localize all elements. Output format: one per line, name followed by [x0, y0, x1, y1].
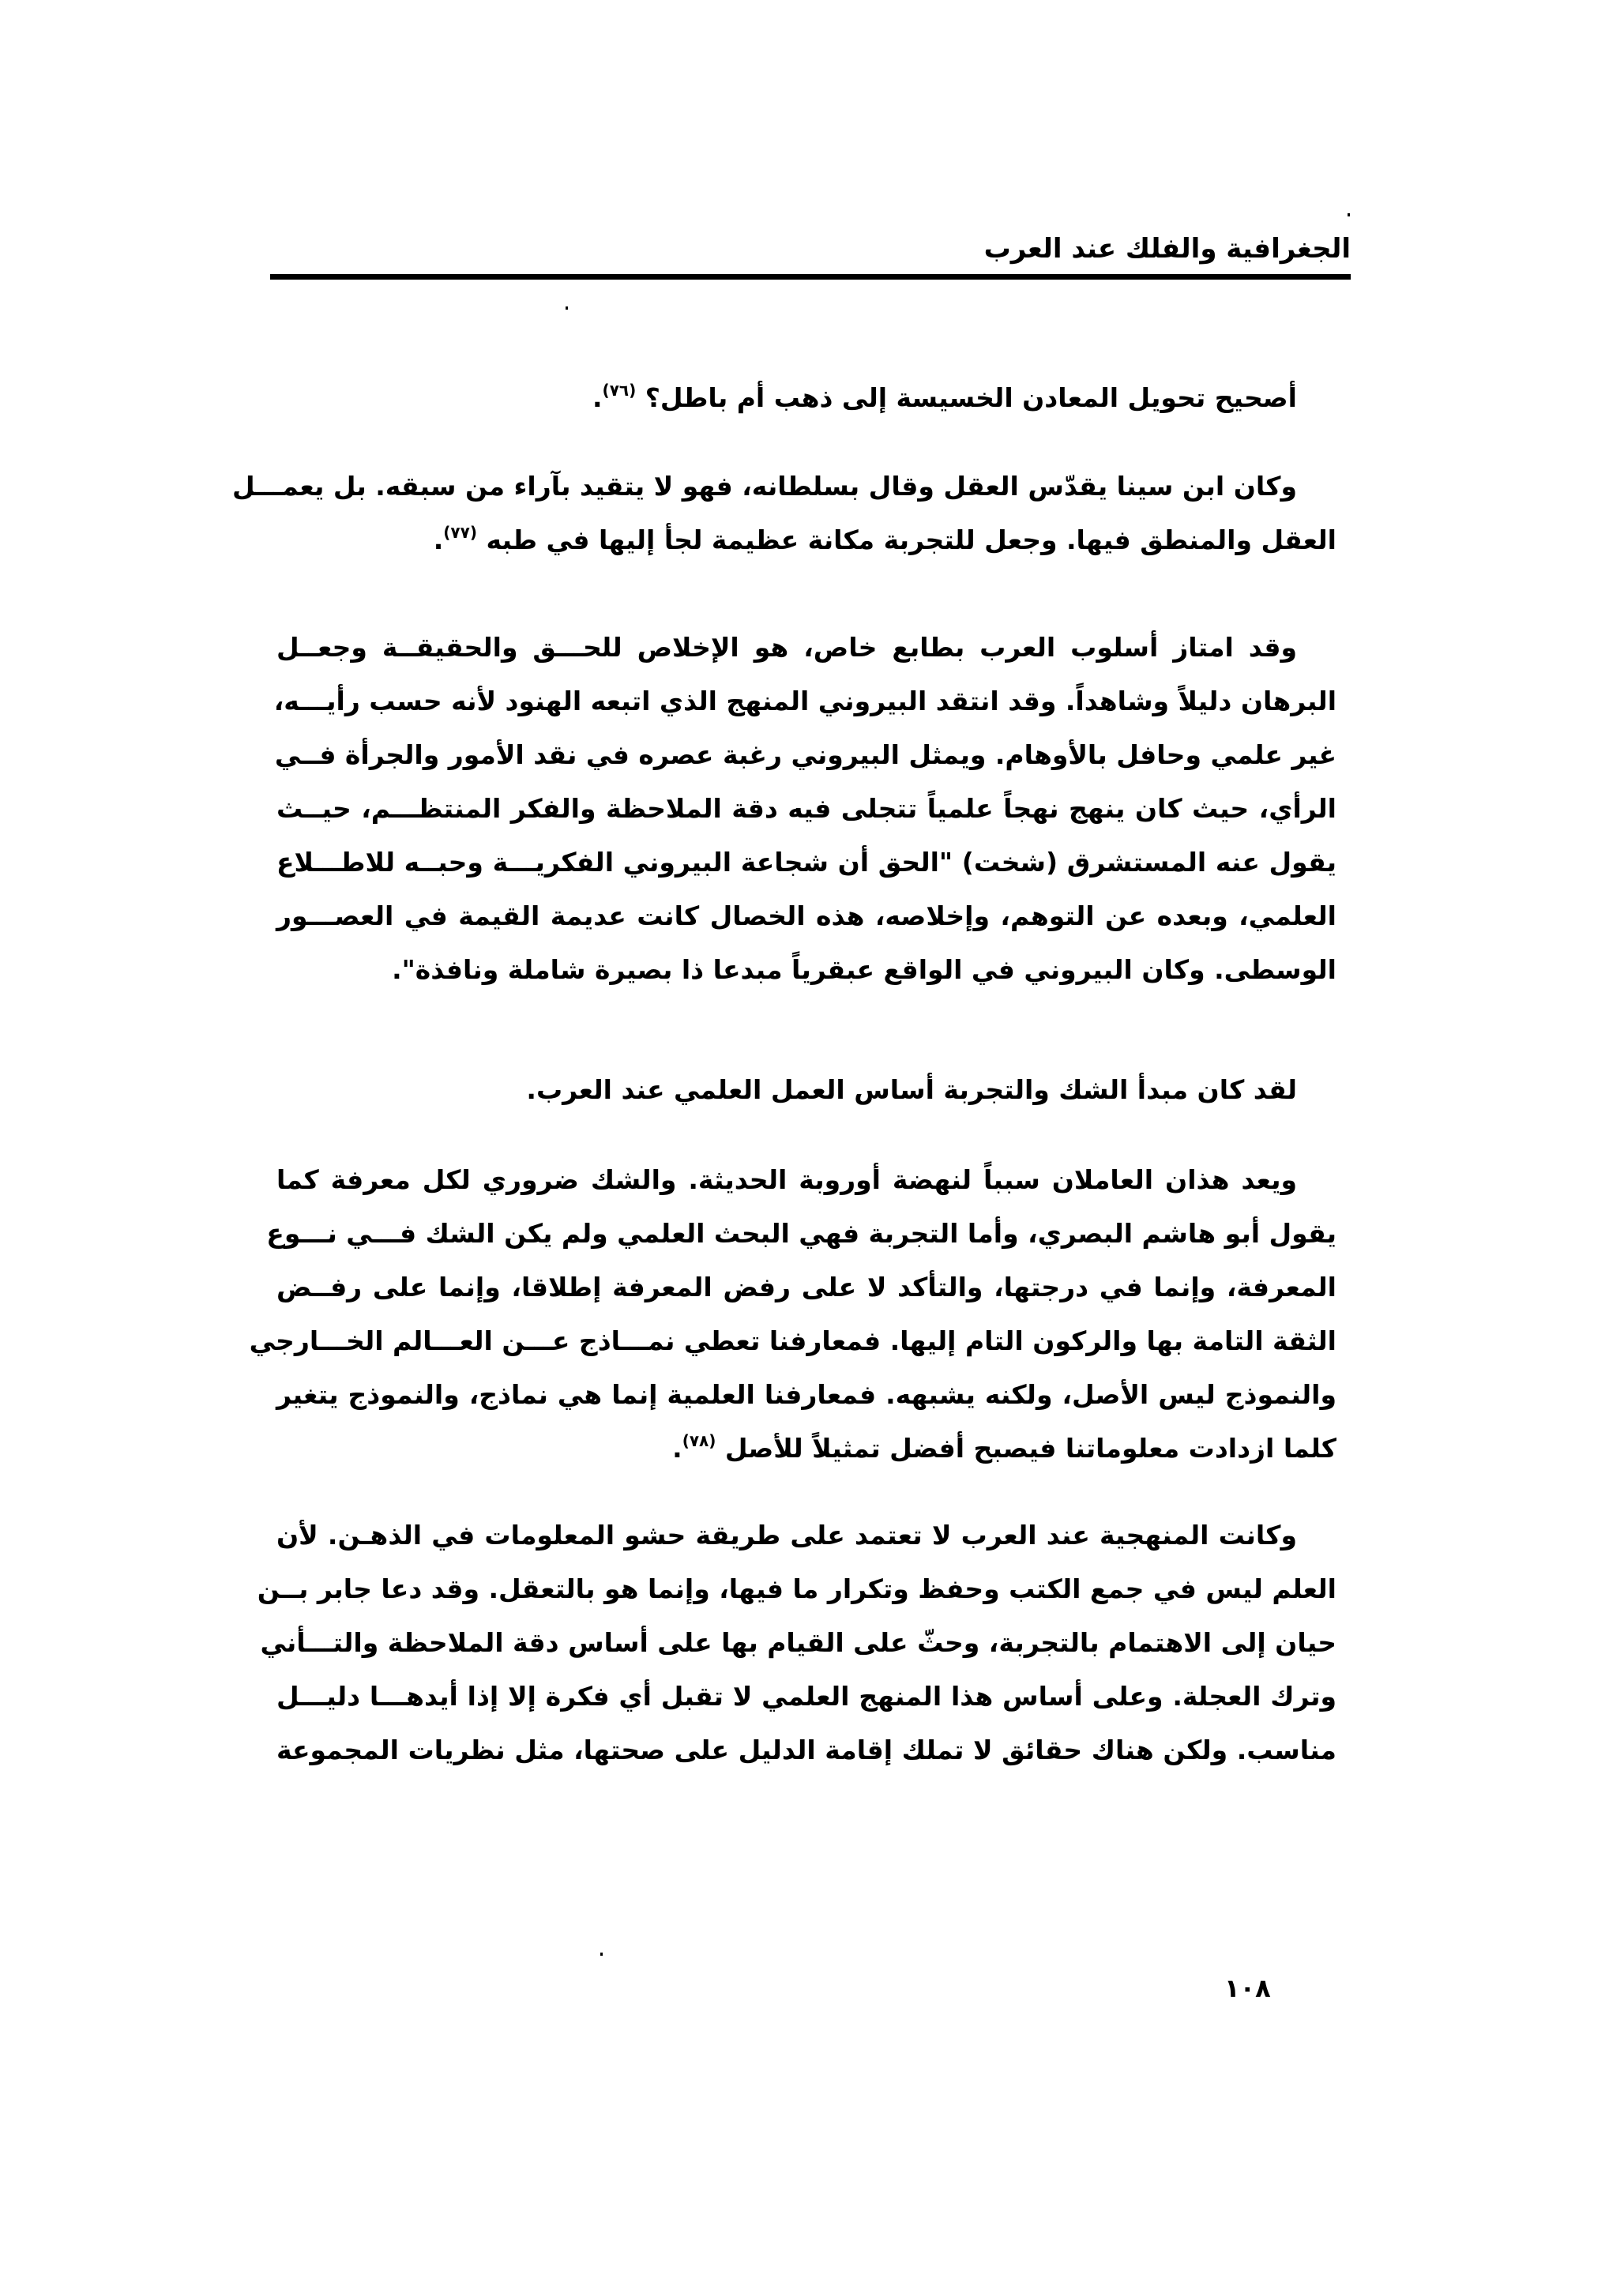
text-line: مناسب. ولكن هناك حقائق لا تملك إقامة الدليل على صحتها، مثل نظريات المجموعة	[276, 1735, 1336, 1765]
header-rule	[270, 274, 1351, 280]
text-line: وترك العجلة. وعلى أساس هذا المنهج العلمي لا تقبل أي فكرة إلا إذا أيدهـــا دليـــل	[276, 1681, 1336, 1712]
text-line: العلم ليس في جمع الكتب وحفظ وتكرار ما فيها، وإنما هو بالتعقل. وقد دعا جابر بــن	[257, 1573, 1336, 1604]
running-header-title: الجغرافية والفلك عند العرب	[983, 233, 1351, 265]
footnote-ref[interactable]: (٧٦)	[602, 381, 637, 400]
paragraph	[231, 460, 1336, 567]
text-line: الوسطى. وكان البيروني في الواقع عبقرياً مبدعا ذا بصيرة شاملة ونافذة".	[392, 954, 1336, 985]
paragraph	[249, 1153, 1336, 1475]
text-line: وكانت المنهجية عند العرب لا تعتمد على طريقة حشو المعلومات في الذهـن. لأن	[276, 1520, 1297, 1551]
footnote-ref[interactable]: (٧٧)	[443, 523, 477, 542]
page-number: ١٠٨	[1224, 1973, 1271, 2003]
footnote-ref[interactable]: (٧٨)	[682, 1431, 716, 1450]
text-line: المعرفة، وإنما في درجتها، والتأكد لا على رفض المعرفة إطلاقا، وإنما على رفــض	[276, 1272, 1336, 1303]
text-line: ويعد هذان العاملان سبباً لنهضة أوروبة الحديثة. والشك ضروري لكل معرفة كما	[276, 1164, 1297, 1195]
text-line: يقول عنه المستشرق (شخت) "الحق أن شجاعة البيروني الفكريـــة وحبــه للاطـــلاع	[276, 847, 1336, 878]
scan-speck	[566, 306, 568, 310]
text-line: يقول أبو هاشم البصري، وأما التجربة فهي البحث العلمي ولم يكن الشك فـــي نـــوع	[266, 1218, 1336, 1249]
text-line: أصحيح تحويل المعادن الخسيسة إلى ذهب أم باطل؟ $^{(٧٦)}$.	[592, 381, 1297, 413]
text-line: العقل والمنطق فيها. وجعل للتجربة مكانة عظيمة لجأ إليها في طبه $^{(٧٧)}$.	[433, 523, 1336, 555]
paragraph	[276, 371, 1336, 425]
text-line: والنموذج ليس الأصل، ولكنه يشبهه. فمعارفنا العلمية إنما هي نماذج، والنموذج يتغير	[276, 1379, 1336, 1410]
text-line: وقد امتاز أسلوب العرب بطابع خاص، هو الإخلاص للحـــق والحقيقــة وجعــل	[276, 632, 1297, 663]
text-line: البرهان دليلاً وشاهداً. وقد انتقد البيروني المنهج الذي اتبعه الهنود لأنه حسب رأيـــه،	[273, 686, 1336, 716]
text-line: كلما ازدادت معلوماتنا فيصبح أفضل تمثيلاً للأصل $^{(٧٨)}$.	[672, 1431, 1336, 1464]
text-line: غير علمي وحافل بالأوهام. ويمثل البيروني رغبة عصره في نقد الأمور والجرأة فــي	[274, 739, 1336, 770]
text-line: العلمي، وبعده عن التوهم، وإخلاصه، هذه الخصال كانت عديمة القيمة في العصـــور	[276, 900, 1336, 931]
paragraph	[276, 1063, 1336, 1117]
text-line: وكان ابن سينا يقدّس العقل وقال بسلطانه، فهو لا يتقيد بآراء من سبقه. بل يعمـــل	[231, 471, 1297, 502]
text-line: حيان إلى الاهتمام بالتجربة، وحثّ على القيام بها على أساس دقة الملاحظة والتـــأني	[260, 1627, 1336, 1658]
paragraph	[273, 621, 1336, 997]
text-line: لقد كان مبدأ الشك والتجربة أساس العمل العلمي عند العرب.	[526, 1074, 1297, 1105]
text-line: الرأي، حيث كان ينهج نهجاً علمياً تتجلى فيه دقة الملاحظة والفكر المنتظـــم، حيــث	[276, 793, 1336, 824]
scan-speck	[1348, 213, 1350, 216]
scan-speck	[600, 1953, 603, 1956]
paragraph	[257, 1509, 1336, 1777]
text-line: الثقة التامة بها والركون التام إليها. فمعارفنا تعطي نمـــاذج عـــن العـــالم الخـــارجي	[249, 1325, 1336, 1356]
